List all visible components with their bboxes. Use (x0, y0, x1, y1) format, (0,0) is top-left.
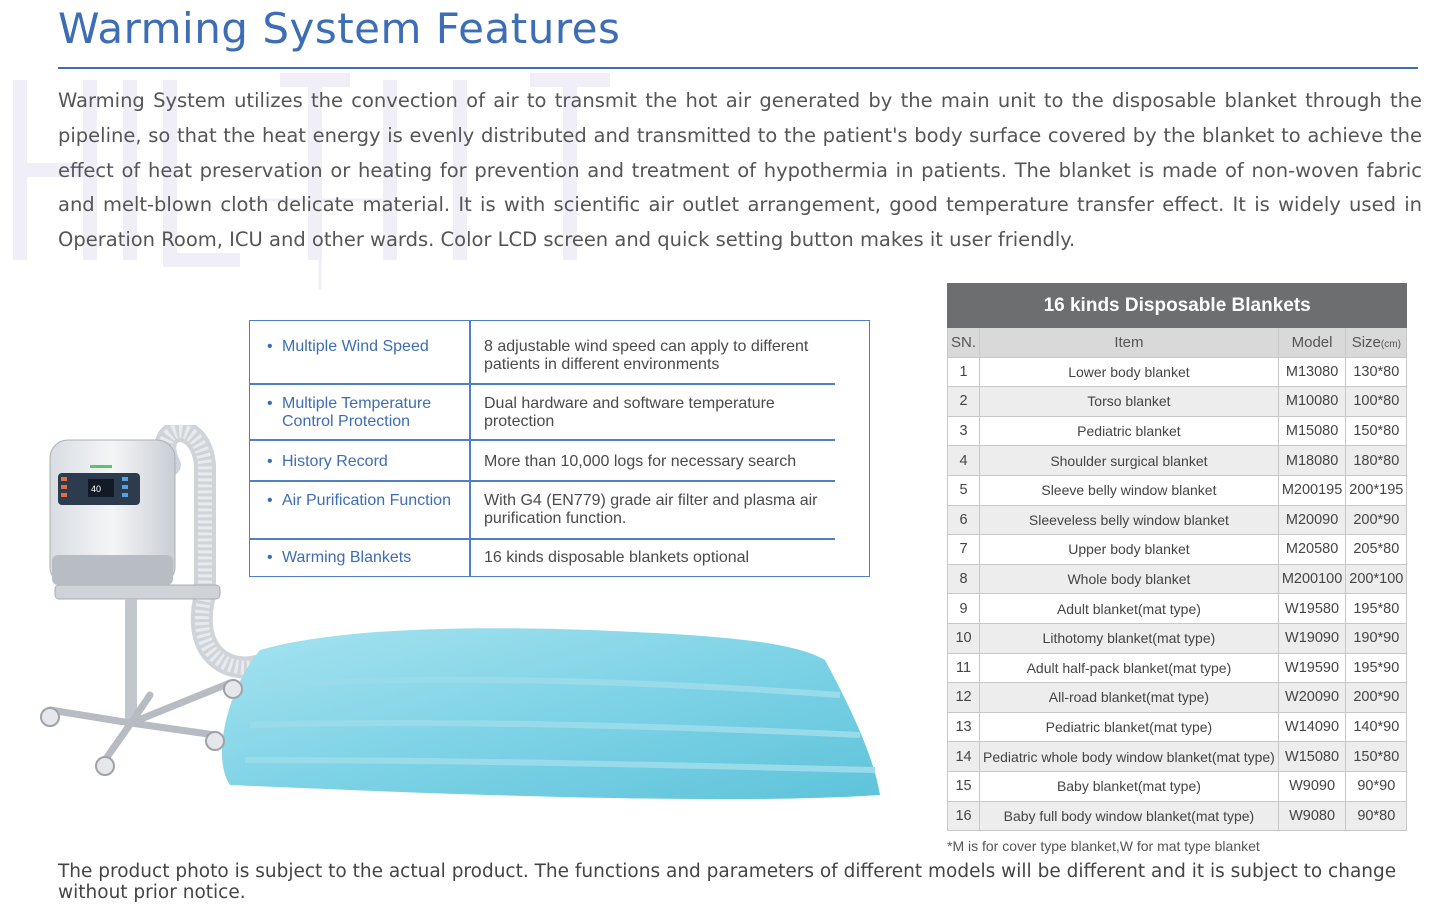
row-item: Sleeveless belly window blanket (980, 505, 1279, 535)
table-row (948, 801, 1407, 831)
table-row (948, 683, 1407, 713)
disclaimer-text: The product photo is subject to the actual product. The functions and parameters of different models will be different and it is subject to change without prior notice. (58, 861, 1397, 903)
row-item: Baby blanket(mat type) (980, 771, 1279, 801)
row-item: Pediatric whole body window blanket(mat type) (980, 742, 1279, 772)
table-row (948, 594, 1407, 624)
feature-description: More than 10,000 logs for necessary search (484, 453, 797, 470)
row-sn: 5 (948, 475, 980, 505)
row-size: 90*90 (1346, 771, 1407, 801)
feature-row (250, 321, 869, 383)
row-item: Pediatric blanket (980, 416, 1279, 446)
row-size: 150*80 (1346, 416, 1407, 446)
row-item: All-road blanket(mat type) (980, 683, 1279, 713)
row-sn: 12 (948, 683, 980, 713)
device-screen-value: 40 (91, 484, 102, 494)
table-row (948, 564, 1407, 594)
feature-description: 16 kinds disposable blankets optional (484, 549, 750, 566)
feature-name: History Record (282, 453, 388, 470)
table-row (948, 712, 1407, 742)
row-size: 180*80 (1346, 446, 1407, 476)
row-model: W19580 (1278, 594, 1345, 624)
table-footnote: *M is for cover type blanket,W for mat type blanket (947, 838, 1260, 854)
row-size: 195*80 (1346, 594, 1407, 624)
row-model: W9090 (1278, 771, 1345, 801)
table-row (948, 446, 1407, 476)
feature-name: Multiple Wind Speed (282, 338, 429, 355)
feature-description: Dual hardware and software temperature protection (484, 395, 775, 430)
row-sn: 7 (948, 535, 980, 565)
row-sn: 16 (948, 801, 980, 831)
product-photo (30, 425, 890, 815)
feature-description: With G4 (EN779) grade air filter and plasma air purification function. (484, 492, 818, 527)
row-sn: 13 (948, 712, 980, 742)
row-sn: 8 (948, 564, 980, 594)
row-sn: 4 (948, 446, 980, 476)
table-row (948, 771, 1407, 801)
row-item: Pediatric blanket(mat type) (980, 712, 1279, 742)
page-title: Warming System Features (58, 4, 621, 53)
row-model: M10080 (1278, 387, 1345, 417)
feature-name: Air Purification Function (282, 492, 451, 509)
row-item: Sleeve belly window blanket (980, 475, 1279, 505)
feature-name: Multiple Temperature Control Protection (282, 395, 432, 430)
row-model: M200100 (1278, 564, 1345, 594)
row-item: Lithotomy blanket(mat type) (980, 623, 1279, 653)
row-model: M15080 (1278, 416, 1345, 446)
row-item: Torso blanket (980, 387, 1279, 417)
title-divider (58, 67, 1418, 69)
row-model: M18080 (1278, 446, 1345, 476)
column-header-item: Item (980, 328, 1279, 358)
row-model: W15080 (1278, 742, 1345, 772)
row-size: 205*80 (1346, 535, 1407, 565)
row-item: Adult half-pack blanket(mat type) (980, 653, 1279, 683)
row-size: 200*90 (1346, 683, 1407, 713)
feature-name: Warming Blankets (282, 549, 412, 566)
row-sn: 11 (948, 653, 980, 683)
row-size: 90*80 (1346, 801, 1407, 831)
blanket-table-title: 16 kinds Disposable Blankets (948, 284, 1407, 328)
row-size: 190*90 (1346, 623, 1407, 653)
row-model: W19590 (1278, 653, 1345, 683)
row-model: W19090 (1278, 623, 1345, 653)
blanket-table (947, 283, 1407, 831)
bullet-icon: • (267, 549, 273, 566)
table-row (948, 357, 1407, 387)
row-item: Adult blanket(mat type) (980, 594, 1279, 624)
table-row (948, 653, 1407, 683)
row-model: M13080 (1278, 357, 1345, 387)
table-row (948, 623, 1407, 653)
row-size: 100*80 (1346, 387, 1407, 417)
table-row (948, 742, 1407, 772)
column-header-sn: SN. (948, 328, 980, 358)
row-sn: 14 (948, 742, 980, 772)
table-row (948, 416, 1407, 446)
row-item: Upper body blanket (980, 535, 1279, 565)
row-size: 140*90 (1346, 712, 1407, 742)
table-row (948, 505, 1407, 535)
row-size: 150*80 (1346, 742, 1407, 772)
column-header-row (948, 328, 1407, 358)
row-item: Shoulder surgical blanket (980, 446, 1279, 476)
bullet-icon: • (267, 453, 273, 470)
row-model: M20090 (1278, 505, 1345, 535)
row-size: 200*90 (1346, 505, 1407, 535)
row-size: 200*100 (1346, 564, 1407, 594)
intro-paragraph: Warming System utilizes the convection of air to transmit the hot air generated by the main unit to the disposable blanket through the pipeline, so that the heat energy is evenly distributed and transmitted to the patient's body surface covered by the blanket to achieve the effect of heat preservation or heating for prevention and treatment of hypothermia in patients. The blanket is made of non-woven fabric and melt-blown cloth delicate material. It is with scientific air outlet arrangement, good temperature transfer effect. It is widely used in Operation Room, ICU and other wards. Color LCD screen and quick setting button makes it user friendly. (58, 89, 1422, 252)
feature-description: 8 adjustable wind speed can apply to different patients in different environments (484, 338, 809, 373)
row-model: M20580 (1278, 535, 1345, 565)
column-header-size: Size(cm) (1346, 328, 1407, 358)
row-size: 130*80 (1346, 357, 1407, 387)
row-model: W20090 (1278, 683, 1345, 713)
row-sn: 2 (948, 387, 980, 417)
row-item: Baby full body window blanket(mat type) (980, 801, 1279, 831)
blanket-table-body (948, 357, 1407, 831)
table-row (948, 475, 1407, 505)
column-header-model: Model (1278, 328, 1345, 358)
row-size: 195*90 (1346, 653, 1407, 683)
bullet-icon: • (267, 338, 273, 355)
row-sn: 15 (948, 771, 980, 801)
bullet-icon: • (267, 395, 273, 412)
row-model: W9080 (1278, 801, 1345, 831)
row-item: Whole body blanket (980, 564, 1279, 594)
row-sn: 10 (948, 623, 980, 653)
table-row (948, 535, 1407, 565)
row-sn: 6 (948, 505, 980, 535)
table-row (948, 387, 1407, 417)
row-size: 200*195 (1346, 475, 1407, 505)
row-model: W14090 (1278, 712, 1345, 742)
bullet-icon: • (267, 492, 273, 509)
row-sn: 1 (948, 357, 980, 387)
row-sn: 3 (948, 416, 980, 446)
row-sn: 9 (948, 594, 980, 624)
row-item: Lower body blanket (980, 357, 1279, 387)
row-model: M200195 (1278, 475, 1345, 505)
